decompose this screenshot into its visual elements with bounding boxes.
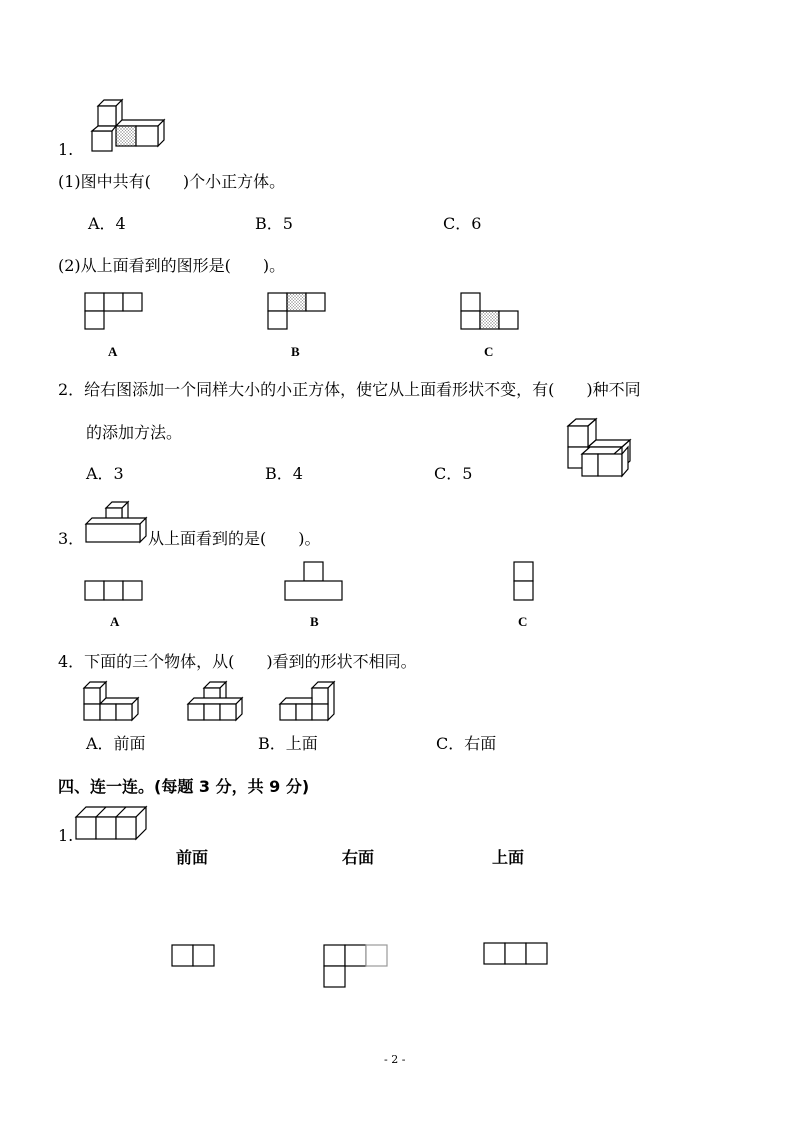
q4-figure-3 — [278, 680, 338, 722]
section4-cube-figure — [74, 805, 150, 845]
q4-option-b: B．上面 — [258, 734, 318, 753]
q3-number: 3． — [58, 529, 85, 548]
q1-sub2-text: (2)从上面看到的图形是( )。 — [58, 256, 286, 275]
q1-sub1-option-c: C．6 — [443, 214, 482, 233]
q1-sub1-text: (1)图中共有( )个小正方体。 — [58, 172, 286, 191]
q1-sub2-figure-b — [267, 292, 327, 332]
q2-cube-figure — [566, 416, 636, 482]
q3-text: 从上面看到的是( )。 — [148, 529, 321, 548]
q3-label-b: B — [310, 614, 319, 629]
q4-figure-2 — [186, 680, 246, 722]
section4-view-top: 上面 — [492, 848, 525, 867]
q4-option-a: A．前面 — [86, 734, 146, 753]
section4-shape-1 — [171, 944, 217, 968]
section4-shape-3 — [483, 942, 551, 968]
section4-shape-2 — [323, 944, 391, 990]
q4-option-c: C．右面 — [436, 734, 497, 753]
q4-text: 4．下面的三个物体，从( )看到的形状不相同。 — [58, 652, 417, 671]
q1-sub2-figure-a — [84, 292, 144, 332]
q3-figure-a — [84, 580, 144, 602]
q1-sub2-label-b: B — [291, 344, 300, 359]
q3-label-c: C — [518, 614, 528, 629]
q3-figure-b — [284, 561, 344, 603]
q1-number: 1. — [58, 140, 74, 159]
q2-line1: 2．给右图添加一个同样大小的小正方体，使它从上面看形状不变，有( )种不同 — [58, 380, 641, 399]
q1-sub2-label-c: C — [484, 344, 494, 359]
q2-option-a: A．3 — [86, 464, 124, 483]
q3-label-a: A — [110, 614, 120, 629]
page-number: - 2 - — [384, 1053, 406, 1066]
q2-option-c: C．5 — [434, 464, 473, 483]
q3-cube-figure — [84, 500, 150, 546]
q3-figure-c — [513, 561, 535, 603]
section4-view-right: 右面 — [342, 848, 375, 867]
q1-sub1-option-b: B．5 — [255, 214, 293, 233]
q2-option-b: B．4 — [265, 464, 303, 483]
q1-sub2-figure-c — [460, 292, 520, 332]
section4-title: 四、连一连。(每题 3 分，共 9 分) — [58, 777, 310, 796]
section4-q1-number: 1. — [58, 826, 74, 845]
q1-sub2-label-a: A — [108, 344, 118, 359]
q4-figure-1 — [82, 680, 142, 722]
q2-line2: 的添加方法。 — [86, 423, 183, 442]
q1-sub1-option-a: A．4 — [88, 214, 126, 233]
q1-cube-figure — [90, 98, 165, 154]
section4-view-front: 前面 — [176, 848, 209, 867]
